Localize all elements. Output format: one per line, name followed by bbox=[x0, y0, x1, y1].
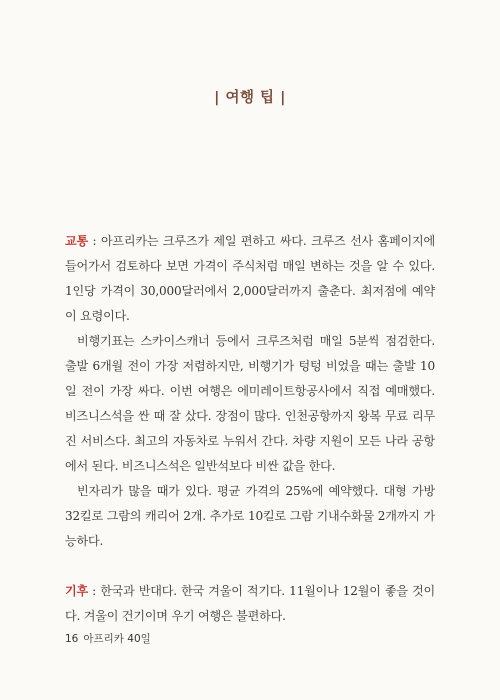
seats-text: 빈자리가 많을 때가 있다. 평균 가격의 25%에 예약했다. 대형 가방 32킬로 그람의 캐리어 2개. 추가로 10킬로 그람 기내수화물 2개까지 가능하다. bbox=[65, 484, 435, 548]
climate-text: 한국과 반대다. 한국 겨울이 적기다. 11월이나 12월이 좋을 것이다. 겨울이 건기이며 우기 여행은 불편하다. bbox=[65, 584, 435, 623]
paragraph-flights bbox=[65, 329, 435, 479]
climate-label: 기후 bbox=[65, 584, 88, 598]
paragraph-transport bbox=[65, 229, 435, 329]
section-heading: | 여행 팁 | bbox=[214, 90, 286, 106]
paragraph-seats bbox=[65, 479, 435, 554]
body-content bbox=[65, 229, 435, 629]
climate-separator: : bbox=[87, 584, 101, 598]
page-number: 16 bbox=[65, 633, 79, 645]
flights-text: 비행기표는 스카이스캐너 등에서 크루즈처럼 매일 5분씩 점검한다. 출발 6개월 전이 가장 저렴하지만, 비행기가 텅텅 비었을 때는 출발 10일 전이 가장 싸다. 이번 여행은 에미레이트항공사에서 직접 예매했다. 비즈니스석을 싼 때 잘 샀다. 장점이 많다. 인천공항까지 왕복 무료 리무진 서비스다. 최고의 자동차로 누워서 간다. 차량 지원이 모든 나라 공항에서 된다. 비즈니스석은 일반석보다 비싼 값을 한다. bbox=[65, 334, 435, 473]
transport-label: 교통 bbox=[65, 234, 88, 248]
page-footer bbox=[65, 631, 151, 646]
transport-text: 아프리카는 크루즈가 제일 편하고 싸다. 크루즈 선사 홈페이지에 들어가서 검토하다 보면 가격이 주식처럼 매일 변하는 것을 알 수 있다. 1인당 가격이 30,000달러에서 2,000달러까지 출춘다. 최저점에 예약이 요령이다. bbox=[65, 234, 435, 323]
paragraph-climate bbox=[65, 579, 435, 629]
paragraph-spacer bbox=[65, 554, 435, 579]
book-title: 아프리카 40일 bbox=[83, 633, 151, 645]
transport-separator: : bbox=[87, 234, 101, 248]
